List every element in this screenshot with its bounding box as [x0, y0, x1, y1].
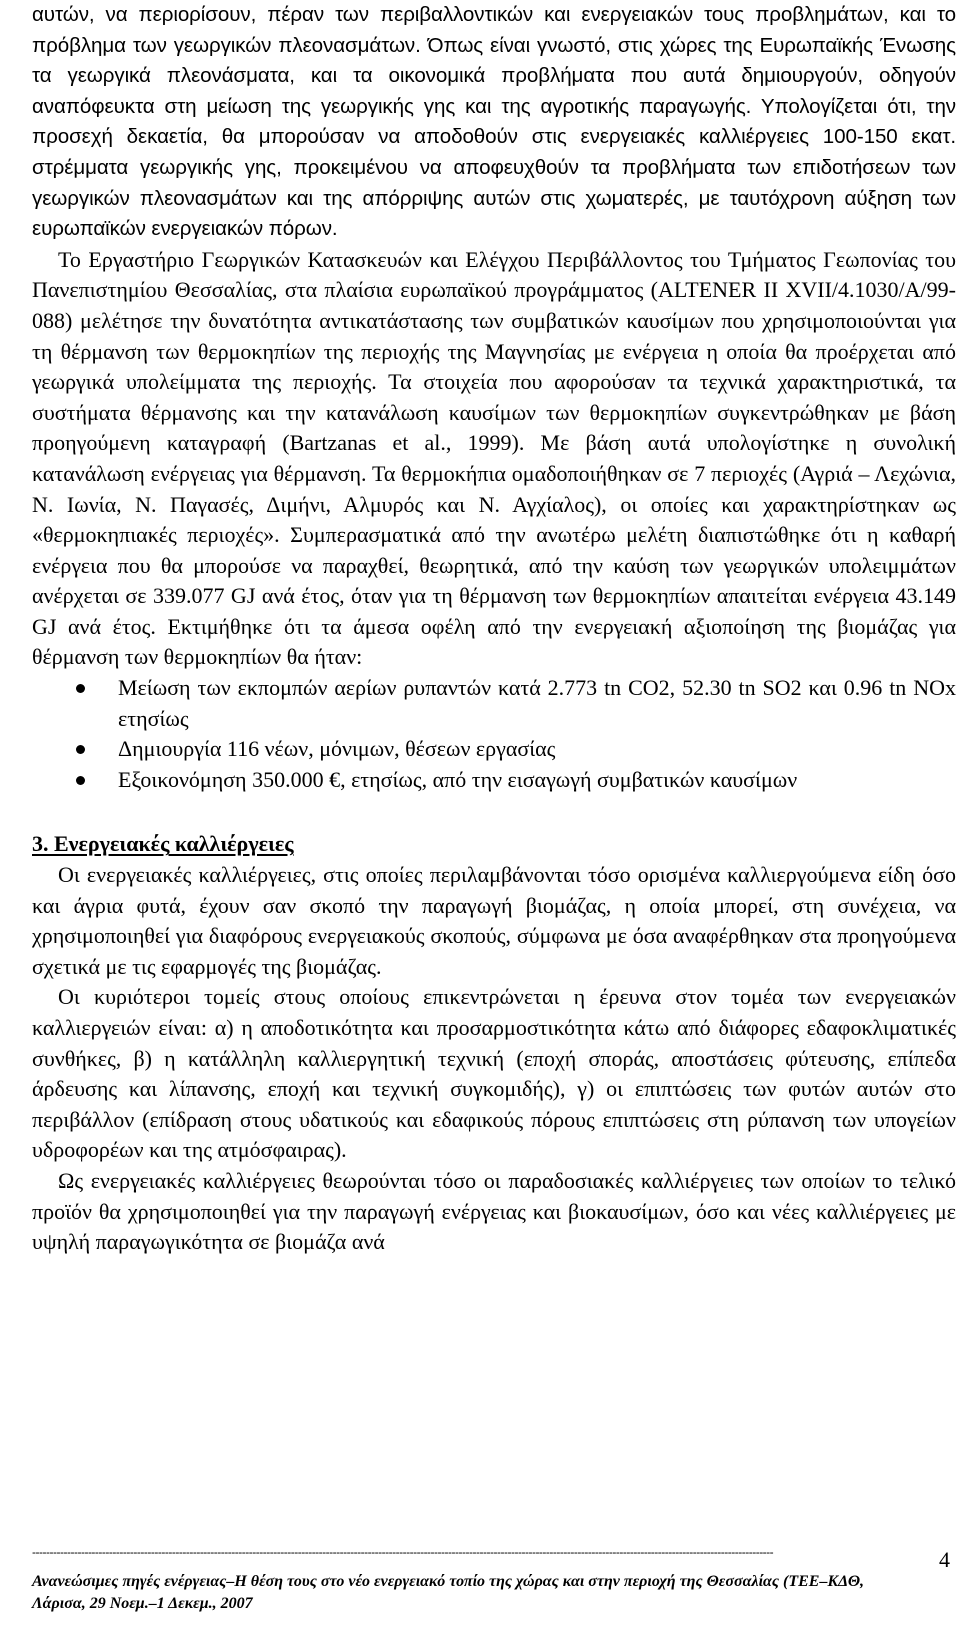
list-item-text: Εξοικονόμηση 350.000 €, ετησίως, από την εισαγωγή συμβατικών καυσίμων	[118, 766, 798, 792]
bullet-icon	[76, 745, 85, 754]
list-item-text: Μείωση των εκπομπών αερίων ρυπαντών κατά 2.773 tn CO2, 52.30 tn SO2 και 0.96 tn NOx ετησίως	[118, 675, 956, 731]
paragraph-surplus-intro: αυτών, να περιορίσουν, πέραν των περιβαλλοντικών και ενεργειακών τους προβλημάτων, και το πρόβλημα των γεωργικών πλεονασμάτων. Όπως είναι γνωστό, στις χώρες της Ευρωπαϊκής Ένωσης τα γεωργικά πλεονάσματα, και τα οικονομικά προβλήματα που αυτά δημιουργούν, οδηγούν αναπόφευκτα στη μείωση της γεωργικής γης και της αγροτικής παραγωγής. Υπολογίζεται ότι, την προσεχή δεκαετία, θα μπορούσαν να αποδοθούν στις ενεργειακές καλλιέργειες 100-150 εκατ. στρέμματα γεωργικής γης, προκειμένου να αποφευχθούν τα προβλήματα των επιδοτήσεων των γεωργικών πλεονασμάτων και της απόρριψης αυτών στις χωματερές, με ταυτόχρονη αύξηση των ευρωπαϊκών ενεργειακών πόρων.	[32, 3, 956, 241]
paragraph-lab-study: Το Εργαστήριο Γεωργικών Κατασκευών και Ελέγχου Περιβάλλοντος του Τμήματος Γεωπονίας του Πανεπιστημίου Θεσσαλίας, στα πλαίσια ευρωπαϊκού προγράμματος (ALTENER II XVII/4.1030/A/99-088) μελέτησε την δυνατότητα αντικατάστασης των συμβατικών καυσίμων που χρησιμοποιούνται για τη θέρμανση των θερμοκηπίων της περιοχής της Μαγνησίας με ενέργεια η οποία θα προέρχεται από γεωργικά υπολείμματα της περιοχής. Τα στοιχεία που αφορούσαν τα τεχνικά χαρακτηριστικά, τα συστήματα θέρμανσης και την κατανάλωση καυσίμων των θερμοκηπίων συγκεντρώθηκαν με βάση προηγούμενη καταγραφή (Bartzanas et al., 1999). Με βάση αυτά υπολογίστηκε η συνολική κατανάλωση ενέργειας για θέρμανση. Τα θερμοκήπια ομαδοποιήθηκαν σε 7 περιοχές (Αγριά – Λεχώνια, Ν. Ιωνία, Ν. Παγασές, Διμήνι, Αλμυρός και Ν. Αγχίαλος), οι οποίες και χαρακτηρίστηκαν ως «θερμοκηπιακές περιοχές». Συμπερασματικά από την ανωτέρω μελέτη διαπιστώθηκε ότι η καθαρή ενέργεια που θα μπορούσε να παραχθεί, θεωρητικά, από την καύση των γεωργικών υπολειμμάτων ανέρχεται σε 339.077 GJ ανά έτος, όταν για τη θέρμανση των θερμοκηπίων απαιτείται ενέργεια 43.149 GJ ανά έτος. Εκτιμήθηκε ότι τα άμεσα οφέλη από την ενεργειακή αξιοποίηση της βιομάζας για θέρμανση των θερμοκηπίων θα ήταν:	[32, 246, 956, 670]
bullet-icon	[76, 776, 85, 785]
bullet-icon	[76, 684, 85, 693]
list-item	[32, 734, 956, 765]
list-item	[32, 765, 956, 796]
paragraph-research-areas: Οι κυριότεροι τομείς στους οποίους επικεντρώνεται η έρευνα στον τομέα των ενεργειακών καλλιεργειών είναι: α) η αποδοτικότητα και προσαρμοστικότητα κάτω από διάφορες εδαφοκλιματικές συνθήκες, β) η κατάλληλη καλλιεργητική τεχνική (εποχή σποράς, αποστάσεις φύτευσης, επίπεδα άρδευσης και λίπανσης, εποχή και τεχνική συγκομιδής), γ) οι επιπτώσεις των φυτών αυτών στο περιβάλλον (επίδραση στους υδατικούς και εδαφικούς πόρους επιπτώσεις στη ρύπανση των υπογείων υδροφορέων και της ατμόσφαιρας).	[32, 984, 956, 1163]
footer-rule: --------------------------------------------------------------------------------------------------------------------------------------------------------------------------------------------------------------------	[32, 1545, 774, 1559]
paragraph-energy-crops-definition: Οι ενεργειακές καλλιέργειες, στις οποίες περιλαμβάνονται τόσο ορισμένα καλλιεργούμενα είδη όσο και άγρια φυτά, έχουν σαν σκοπό την παραγωγή βιομάζας, η οποία μπορεί, στη συνέχεια, να χρησιμοποιηθεί για διαφόρους ενεργειακούς σκοπούς, σύμφωνα με όσα αναφέρθηκαν στα προηγούμενα σχετικά με τις εφαρμογές της βιομάζας.	[32, 862, 956, 979]
list-item-text: Δημιουργία 116 νέων, μόνιμων, θέσεων εργασίας	[118, 736, 556, 762]
footer-citation: Ανανεώσιμες πηγές ενέργειας–Η θέση τους στο νέο ενεργειακό τοπίο της χώρας και στην περιοχή της Θεσσαλίας (ΤΕΕ–ΚΔΘ, Λάρισα, 29 Νοεμ.–1 Δεκεμ., 2007	[32, 1573, 865, 1612]
page-body	[32, 0, 956, 1258]
paragraph-crop-types: Ως ενεργειακές καλλιέργειες θεωρούνται τόσο οι παραδοσιακές καλλιέργειες των οποίων το τελικό προϊόν θα χρησιμοποιηθεί για την παραγωγή ενέργειας και βιοκαυσίμων, όσο και νέες καλλιέργειες με υψηλή παραγωγικότητα σε βιομάζα ανά	[32, 1167, 956, 1255]
section-heading: 3. Ενεργειακές καλλιέργειες	[32, 831, 294, 857]
list-item	[32, 673, 956, 734]
page-footer	[32, 1545, 956, 1615]
benefits-list	[32, 673, 956, 795]
page-number: 4	[939, 1547, 950, 1572]
